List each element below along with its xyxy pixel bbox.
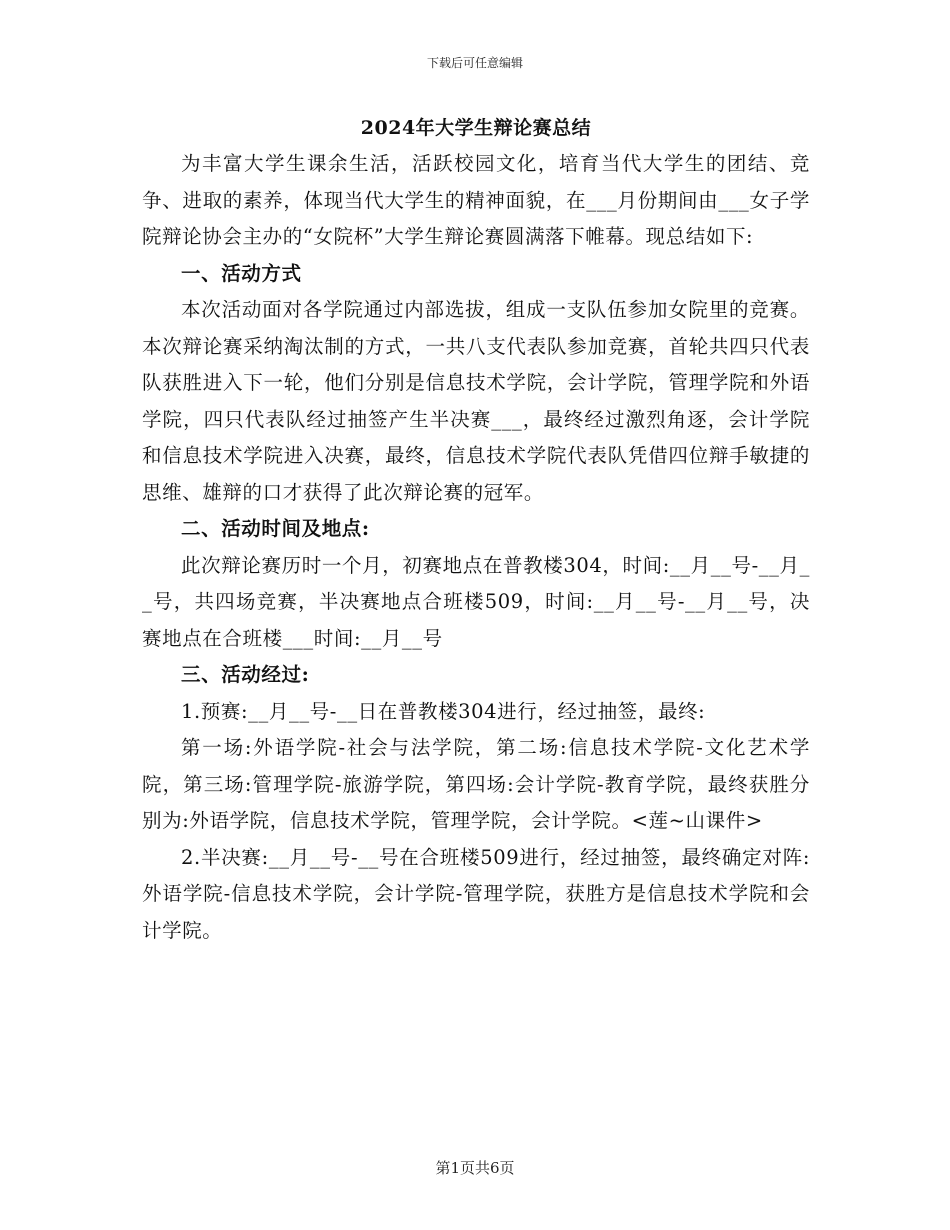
- section-heading-activity-format: 一、活动方式: [181, 261, 302, 285]
- page-header-note: 下载后可任意编辑: [426, 56, 523, 70]
- intro-paragraph: 为丰富大学生课余生活，活跃校园文化，培育当代大学生的团结、竞争、进取的素养，体现当代大学生的精神面貌，在___月份期间由___女子学院辩论协会主办的“女院杯”大学生辩论赛圆满落下帷幕。现总结如下:: [142, 152, 810, 248]
- process-item-preliminary: 1.预赛:__月__号-__日在普教楼304进行，经过抽签，最终:: [181, 699, 706, 723]
- document-title: 2024年大学生辩论赛总结: [360, 117, 592, 139]
- section-body-time-location: 此次辩论赛历时一个月，初赛地点在普教楼304，时间:__月__号-__月__号，共四场竞赛，半决赛地点合班楼509，时间:__月__号-__月__号，决赛地点在合班楼___时间:__月__号: [142, 553, 811, 650]
- section-heading-time-location: 二、活动时间及地点:: [181, 517, 370, 540]
- document-body: [142, 110, 810, 949]
- process-item-semifinal: 2.半决赛:__月__号-__号在合班楼509进行，经过抽签，最终确定对阵:外语学院-信息技术学院，会计学院-管理学院，获胜方是信息技术学院和会计学院。: [142, 845, 810, 942]
- section-heading-activity-process: 三、活动经过:: [181, 663, 310, 686]
- page-number: 第1页共6页: [435, 1159, 515, 1177]
- section-body-activity-format: 本次活动面对各学院通过内部选拔，组成一支队伍参加女院里的竞赛。本次辩论赛采纳淘汰制的方式，一共八支代表队参加竞赛，首轮共四只代表队获胜进入下一轮，他们分别是信息技术学院，会计学院，管理学院和外语学院，四只代表队经过抽签产生半决赛___，最终经过激烈角逐，会计学院和信息技术学院进入决赛，最终，信息技术学院代表队凭借四位辩手敏捷的思维、雄辩的口才获得了此次辩论赛的冠军。: [142, 298, 810, 504]
- process-item-preliminary-detail: 第一场:外语学院-社会与法学院，第二场:信息技术学院-文化艺术学院，第三场:管理学院-旅游学院，第四场:会计学院-教育学院，最终获胜分别为:外语学院，信息技术学院，管理学院，会计学院。<莲~山课件>: [142, 736, 810, 832]
